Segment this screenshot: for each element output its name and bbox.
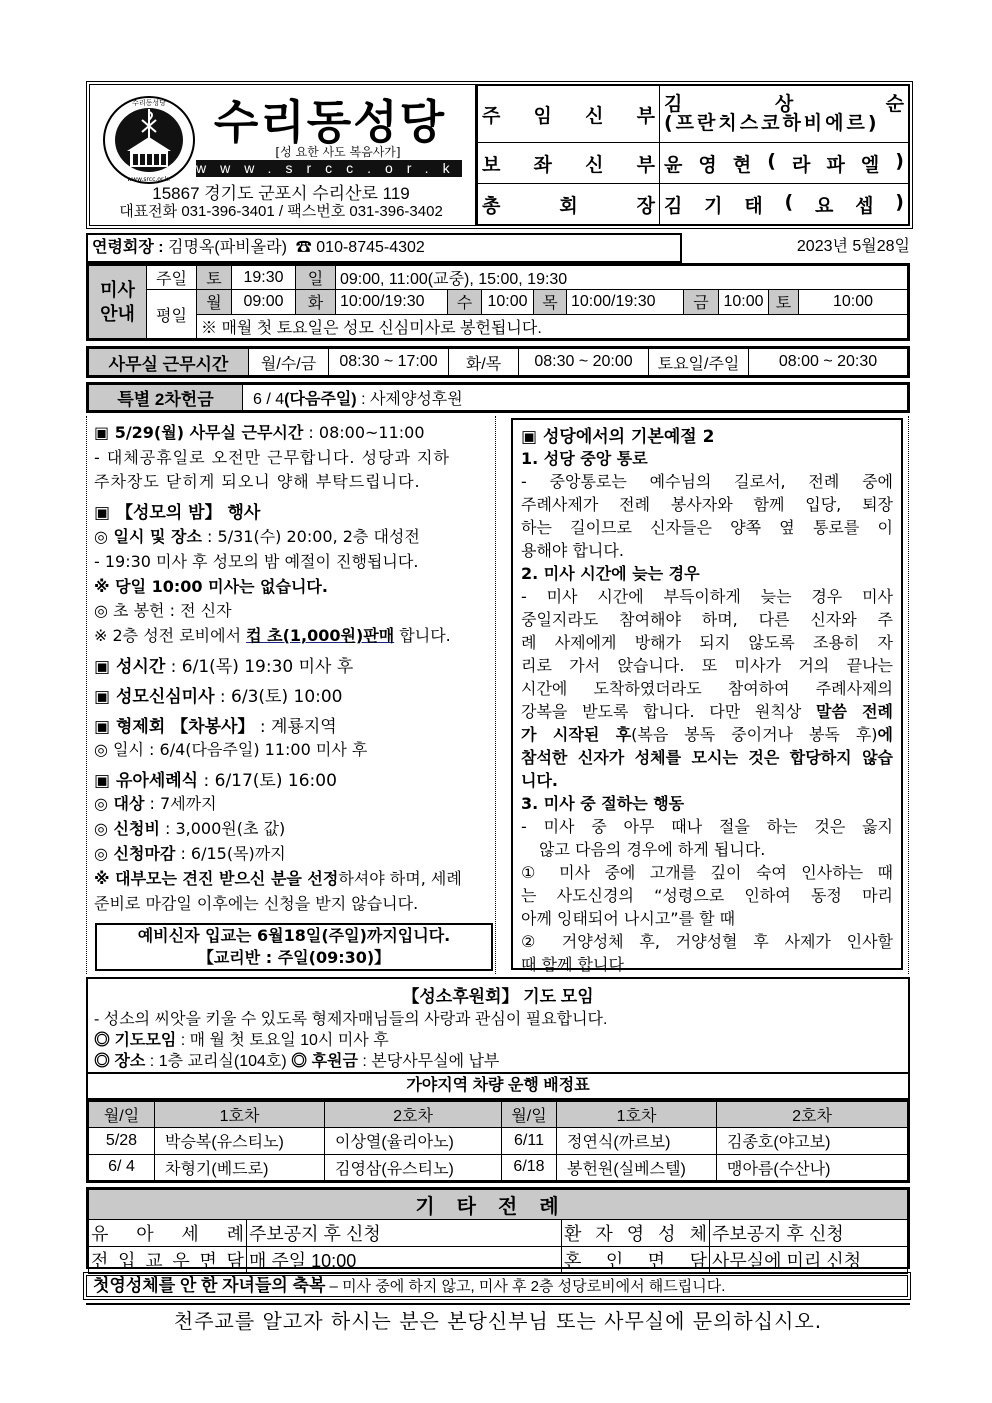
etiquette-text: 강복을 받도록 합니다. 다만 원칙상 말씀 전례 <box>521 702 893 721</box>
clergy-table <box>475 85 909 225</box>
candle-sale-note: ※ 2층 성전 로비에서 컵 초(1,000원)판매 합니다. <box>94 626 451 645</box>
sunday-label: 주일 <box>147 266 197 290</box>
office-hours <box>86 346 910 378</box>
marian-mass: ▣ 성모신심미사 : 6/3(토) 10:00 <box>94 687 343 707</box>
mary-night-text: - 19:30 미사 후 성모의 밤 예절이 진행됩니다. <box>94 552 419 571</box>
mass-time: 19:30 <box>232 266 296 290</box>
holy-hour: ▣ 성시간 : 6/1(목) 19:30 미사 후 <box>94 657 354 677</box>
clergy-role-pastor: 주 임 신 부 <box>478 86 660 143</box>
etiquette-text: - 미사 시간에 부득이하게 늦는 경우 미사 <box>521 587 893 606</box>
etiquette-text: 아께 잉태되어 나시고”를 할 때 <box>521 909 736 928</box>
special-collection-detail: 6 / 4(다음주일) : 사제양성후원 <box>243 385 908 411</box>
office-days: 월/수/금 <box>249 349 329 376</box>
notice-text: 주차장도 닫히게 되오니 양해 부탁드립니다. <box>94 472 421 491</box>
phone-icon: ☎ <box>291 239 317 256</box>
rite-value: 주보공지 후 신청 <box>710 1220 908 1247</box>
mary-night-text: ※ 당일 10:00 미사는 없습니다. <box>94 577 328 596</box>
mass-note: ※ 매월 첫 토요일은 성모 신심미사로 봉헌됩니다. <box>197 314 908 338</box>
mass-day: 토 <box>769 290 799 314</box>
office-time: 08:30 ~ 17:00 <box>329 349 449 376</box>
table-row: 6/ 4 차형기(베드로) 김영삼(유스티노) 6/18 봉헌원(실베스텔) 맹아름(수산나) <box>89 1154 908 1180</box>
etiquette-text: 중일지라도 참여해야 하며, 다른 신자와 주 <box>521 610 893 629</box>
mary-night-title: ▣ 【성모의 밤】 행사 <box>94 503 261 523</box>
office-time: 08:30 ~ 20:00 <box>519 349 649 376</box>
first-communion-blessing-note: 첫영성체를 안 한 자녀들의 축복 – 미사 중에 하지 않고, 미사 후 2층 성당로비에서 해드립니다. <box>83 1272 911 1300</box>
church-name: 수리동성당 <box>213 95 447 149</box>
brotherhood-when: ◎ 일시 : 6/4(다음주일) 11:00 미사 후 <box>94 740 368 759</box>
clergy-name-council-president: 김 기 태 ( 요 셉 ) <box>660 184 909 225</box>
etiquette-text: 례 사제에게 방해가 되지 않도록 조용히 자 <box>521 633 893 652</box>
funeral-association-president: 연령회장 : 김명옥(파비올라) ☎ 010-8745-4302 <box>86 233 682 263</box>
etiquette-heading: 1. 성당 중앙 통로 <box>521 449 648 468</box>
website-link[interactable]: www.srcc.or.kr <box>196 160 483 176</box>
mass-day: 일 <box>296 266 336 290</box>
etiquette-text: 주례사제가 전례 봉사자와 함께 입당, 퇴장 <box>521 495 893 514</box>
mass-time: 09:00, 11:00(교중), 15:00, 19:30 <box>336 266 908 290</box>
mass-day: 수 <box>448 290 482 314</box>
president-phone: 010-8745-4302 <box>316 239 425 256</box>
mass-time: 10:00 <box>799 290 908 314</box>
clergy-name-pastor: 김 상 순 (프란치스코하비에르) <box>660 86 909 143</box>
rite-label: 전 입 교 우 면 담 <box>89 1247 247 1274</box>
clergy-role-assistant: 보 좌 신 부 <box>478 143 660 184</box>
column-divider <box>908 416 909 974</box>
svg-text:수리동성당: 수리동성당 <box>132 99 166 107</box>
table-row <box>89 1220 908 1247</box>
vocation-prayer-title: 【성소후원회】 기도 모임 <box>402 987 594 1006</box>
rite-value: 사무실에 미리 신청 <box>710 1247 908 1274</box>
vocation-prayer-text: - 성소의 씨앗을 키울 수 있도록 형제자매님들의 사랑과 관심이 필요합니다. <box>94 1011 608 1028</box>
svg-text:www.srcc.or.kr: www.srcc.or.kr <box>127 176 171 183</box>
rite-label: 유 아 세 례 <box>89 1220 247 1247</box>
mass-day: 화 <box>296 290 336 314</box>
special-collection-label: 특별 2차헌금 <box>89 385 243 411</box>
bus-schedule-table <box>86 1099 910 1183</box>
church-logo-icon <box>102 95 196 185</box>
mass-day: 토 <box>197 266 232 290</box>
clergy-name-assistant: 윤 영 현 ( 라 파 엘 ) <box>660 143 909 184</box>
mass-schedule <box>86 263 910 341</box>
rite-value: 주보공지 후 신청 <box>247 1220 562 1247</box>
etiquette-text: 참석한 신자가 성체를 모시는 것은 합당하지 않습 <box>521 748 893 767</box>
bus-header: 1호차 <box>557 1102 717 1128</box>
etiquette-text: 않고 다음의 경우에 하게 됩니다. <box>539 840 766 859</box>
mass-day: 월 <box>197 290 232 314</box>
other-rites-table <box>86 1187 910 1269</box>
president-label: 연령회장 <box>92 239 154 256</box>
mass-time: 09:00 <box>232 290 296 314</box>
church-address: 15867 경기도 군포시 수리산로 119 <box>152 184 410 203</box>
etiquette-heading: 2. 미사 시간에 늦는 경우 <box>521 564 700 583</box>
etiquette-text: 리로 가서 앉습니다. 또 미사가 거의 끝나는 <box>521 656 893 675</box>
mary-night-offering: ◎ 초 봉헌 : 전 신자 <box>94 601 232 620</box>
bus-header: 2호차 <box>325 1102 502 1128</box>
church-phone: 대표전화 031-396-3401 / 팩스번호 031-396-3402 <box>119 203 443 220</box>
etiquette-text: 가 시작된 후(복음 봉독 중이거나 봉독 후)에 <box>521 725 893 744</box>
table-row <box>89 1247 908 1274</box>
etiquette-text: ② 거양성체 후, 거양성혈 후 사제가 인사할 <box>521 932 893 951</box>
rite-value: 매 주일 10:00 <box>247 1247 562 1274</box>
bus-header: 월/일 <box>502 1102 557 1128</box>
table-row: 5/28 박승복(유스티노) 이상열(율리아노) 6/11 정연식(까르보) 김종호(야고보) <box>89 1128 908 1154</box>
etiquette-text: - 중앙통로는 예수님의 길로서, 전례 중에 <box>521 472 893 491</box>
vocation-prayer-meeting: ◎ 기도모임 : 매 월 첫 토요일 10시 미사 후 <box>94 1032 389 1049</box>
infant-baptism-fee: ◎ 신청비 : 3,000원(초 값) <box>94 819 286 838</box>
mass-time: 10:00 <box>482 290 534 314</box>
etiquette-text: 때 함께 합니다. <box>521 955 629 974</box>
etiquette-heading: 3. 미사 중 절하는 행동 <box>521 794 685 813</box>
vocation-prayer-place: ◎ 장소 : 1층 교리실(104호) ◎ 후원금 : 본당사무실에 납부 <box>94 1053 500 1070</box>
mass-time: 10:00/19:30 <box>567 290 684 314</box>
infant-baptism-note: ※ 대부모는 견진 받으신 분을 선정하셔야 하며, 세례 <box>94 869 462 888</box>
mass-time: 10:00 <box>719 290 769 314</box>
infant-baptism-deadline: ◎ 신청마감 : 6/15(목)까지 <box>94 844 286 863</box>
mass-time: 10:00/19:30 <box>336 290 448 314</box>
mass-schedule-title: 미사 안내 <box>89 266 147 339</box>
other-rites-title: 기타전례 <box>89 1190 908 1220</box>
bus-header: 2호차 <box>717 1102 908 1128</box>
etiquette-text: 는 사도신경의 “성령으로 인하여 동정 마리 <box>521 886 893 905</box>
infant-baptism-title: ▣ 유아세례식 : 6/17(토) 16:00 <box>94 771 337 791</box>
office-days: 화/목 <box>449 349 519 376</box>
special-collection <box>86 382 910 413</box>
etiquette-text: 니다. <box>521 771 558 790</box>
bulletin-date: 2023년 5월28일 <box>796 238 910 255</box>
mass-day: 목 <box>534 290 567 314</box>
office-days: 토요일/주일 <box>649 349 749 376</box>
patron-saint: [성 요한 사도 복음사가] <box>275 145 401 159</box>
mass-day: 금 <box>684 290 719 314</box>
rite-label: 환 자 영 성 체 <box>562 1220 710 1247</box>
etiquette-text: 용해야 합니다. <box>521 541 624 560</box>
catechumen-notice: 예비신자 입교는 6월18일(주일)까지입니다. 【교리반 : 주일(09:30)】 <box>95 923 493 971</box>
notice-text: - 대체공휴일로 오전만 근무합니다. 성당과 지하 <box>94 448 450 467</box>
etiquette-text: - 미사 중 아무 때나 절을 하는 것은 옳지 <box>521 817 893 836</box>
bus-header: 월/일 <box>89 1102 155 1128</box>
clergy-role-council-president: 총 회 장 <box>478 184 660 225</box>
bus-schedule-title: 가야지역 차량 운행 배정표 <box>86 1072 910 1100</box>
etiquette-title: ▣ 성당에서의 기본예절 2 <box>521 427 715 447</box>
infant-baptism-target: ◎ 대상 : 7세까지 <box>94 794 217 813</box>
office-time: 08:00 ~ 20:30 <box>749 349 908 376</box>
mary-night-when: ◎ 일시 및 장소 : 5/31(수) 20:00, 2층 대성전 <box>94 527 420 546</box>
notice-office-hours-title: ▣ 5/29(월) 사무실 근무시간 : 08:00~11:00 <box>94 423 425 442</box>
etiquette-text: 시간에 도착하였더라도 참여하여 주례사제의 <box>521 679 893 698</box>
footer-inquiry: 천주교를 알고자 하시는 분은 본당신부님 또는 사무실에 문의하십시오. <box>173 1309 823 1333</box>
etiquette-text: ① 미사 중에 고개를 깊이 숙여 인사하는 때 <box>521 863 893 882</box>
rite-label: 혼 인 면 담 <box>562 1247 710 1274</box>
bus-header: 1호차 <box>155 1102 325 1128</box>
brotherhood: ▣ 형제회 【차봉사】 : 계룡지역 <box>94 717 337 737</box>
president-name: 김명옥(파비올라) <box>168 239 287 256</box>
weekday-label: 평일 <box>147 290 197 339</box>
infant-baptism-note: 준비로 마감일 이후에는 신청을 받지 않습니다. <box>94 894 419 913</box>
office-hours-label: 사무실 근무시간 <box>89 349 249 376</box>
etiquette-text: 하는 길이므로 신자들은 양쪽 옆 통로를 이 <box>521 518 893 537</box>
